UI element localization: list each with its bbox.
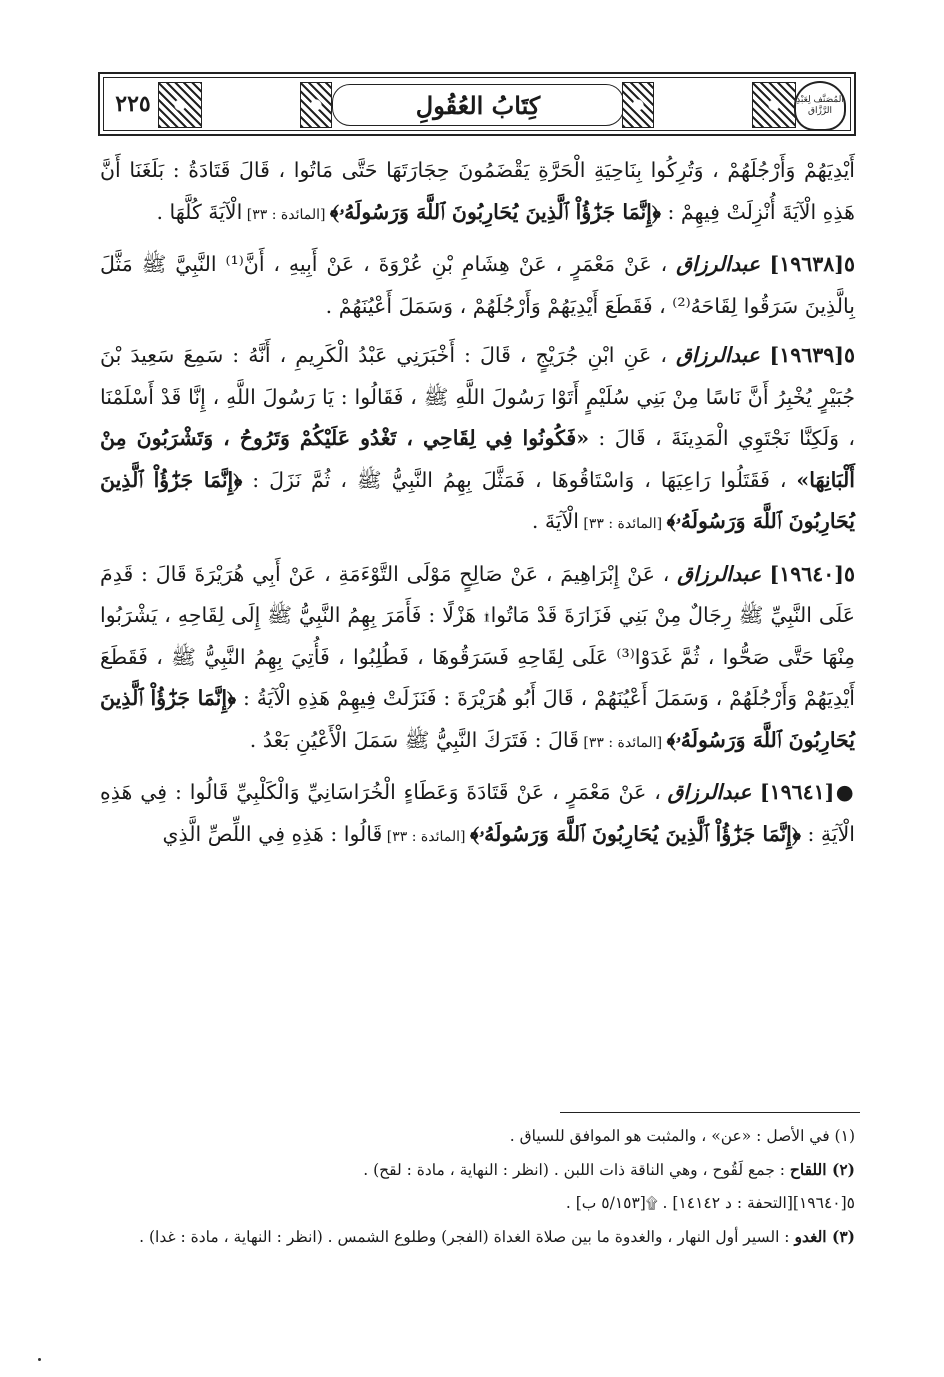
footnote-3: [100, 1222, 855, 1252]
quran-reference: [المائدة : ٣٣]: [578, 516, 667, 532]
ornament-right-icon: [752, 82, 796, 128]
hadith-number: ٥[١٩٦٤٠]: [761, 561, 856, 586]
quran-quote: ﴿إِنَّمَا جَزَٰٓؤُاْ ٱلَّذِينَ يُحَارِبُونَ ٱللَّهَ وَرَسُولَهُۥ﴾: [329, 199, 661, 224]
page-header: [98, 72, 856, 136]
quran-reference: [المائدة : ٣٣]: [578, 734, 667, 751]
text-run: الْآيَةَ .: [531, 509, 579, 533]
footnote-divider: [560, 1112, 860, 1113]
quran-quote: ﴿إِنَّمَا جَزَٰٓؤُاْ ٱلَّذِينَ يُحَارِبُونَ ٱللَّهَ وَرَسُولَهُۥ﴾: [100, 467, 855, 533]
quran-reference: [المائدة : ٣٣]: [242, 206, 330, 223]
scan-speck: [38, 1358, 41, 1361]
footnotes: [100, 1122, 855, 1256]
ornament-left-inner-icon: [300, 82, 332, 128]
quran-quote: ﴿إِنَّمَا جَزَٰٓؤُاْ ٱلَّذِينَ يُحَارِبُونَ ٱللَّهَ وَرَسُولَهُۥ﴾: [469, 821, 801, 846]
book-seal-logo: المُصَنَّف لِعَبْدِ الرَّزَّاق: [794, 81, 846, 131]
footnote-2: [100, 1155, 855, 1185]
main-text: [100, 150, 855, 866]
footnote-term: (٣) الغدو: [794, 1227, 855, 1246]
footnote-term: (٢) اللقاح: [789, 1160, 855, 1179]
hadith-19639: [100, 335, 855, 546]
ornament-left-icon: [158, 82, 202, 128]
page-number: ٢٢٥: [115, 91, 151, 117]
ornament-right-inner-icon: [622, 82, 654, 128]
quran-quote: ﴿إِنَّمَا جَزَٰٓؤُاْ ٱلَّذِينَ يُحَارِبُونَ ٱللَّهَ وَرَسُولَهُۥ﴾: [100, 686, 855, 752]
hadith-number: ٥[١٩٦٣٩]: [759, 343, 856, 367]
author-name: عبدالرزاق: [677, 561, 762, 586]
text-run: ، عَنْ إِبْرَاهِيمَ ، عَنْ صَالِحٍ مَوْلَى التَّوْءَمَةِ ، عَنْ أَبِي هُرَيْرَةَ قَالَ : قَدِمَ عَلَى النَّبِيِّ ﷺ رِجَالٌ مِنْ بَنِي فَزَارَةَ قَدْ مَاتُوا۩ هَزْلًا : فَأَمَرَ بِهِمُ النَّبِيُّ ﷺ إِلَى لِقَاحِهِ ، يَشْرَبُوا مِنْهَا حَتَّى صَحُّوا ، ثُمَّ غَدَوْا⁽³⁾ عَلَى لِقَاحِهِ فَسَرَقُوهَا ، فَطُلِبُوا ، فَأُتِيَ بِهِمُ النَّبِيُّ ﷺ ، فَقَطَعَ أَيْدِيَهُمْ وَأَرْجُلَهُمْ ، وَسَمَلَ أَعْيُنَهُمْ ، قَالَ أَبُو هُرَيْرَةَ : فَنَزَلَتْ فِيهِمْ هَذِهِ الْآيَةُ :: [100, 561, 855, 710]
text-run: ، فَقَتَلُوا رَاعِيَهَا ، وَاسْتَاقُوهَا ، فَمَثَّلَ بِهِمُ النَّبِيُّ ﷺ ، ثُمَّ نَزَلَ :: [242, 467, 797, 492]
text-run: أَيْدِيَهُمْ وَأَرْجُلَهُمْ ، وَتُرِكُوا بِنَاحِيَةِ الْحَرَّةِ يَقْضَمُونَ حِجَارَتَهَا حَتَّى مَاتُوا ، قَالَ قَتَادَةُ : بَلَغَنَا أَنَّ هَذِهِ الْآيَةَ أُنْزِلَتْ فِيهِمْ :: [100, 158, 855, 224]
author-name: عبدالرزاق: [675, 343, 760, 367]
text-run: قَالَ : فَتَرَكَ النَّبِيُّ ﷺ سَمَلَ الْأَعْيُنِ بَعْدُ .: [249, 727, 579, 752]
hadith-19638: [100, 244, 855, 327]
author-name: عبدالرزاق: [676, 252, 760, 276]
footnote-text: : السير أول النهار ، والغدوة ما بين صلاة الغداة (الفجر) وطلوع الشمس . (انظر : النهاية ، مادة : غدا) .: [139, 1228, 795, 1246]
hadith-number: ●[١٩٦٤١]: [751, 780, 855, 804]
author-name: عبدالرزاق: [667, 780, 752, 804]
hadith-19641: [100, 772, 855, 858]
paragraph-continuation: [100, 150, 855, 236]
prophetic-quote: «فَكُونُوا فِي لِقَاحِي ، تَغْدُو عَلَيْكُمْ وَتَرُوحُ ، وَتَشْرَبُونَ مِنْ أَلْبَانِهَا»: [100, 426, 855, 492]
hadith-number: ٥[١٩٦٣٨]: [760, 252, 855, 276]
text-run: ، عَنْ مَعْمَرٍ ، عَنْ هِشَامِ بْنِ عُرْوَةَ ، عَنْ أَبِيهِ ، أَنَّ⁽¹⁾ النَّبِيَّ ﷺ مَثَّلَ بِالَّذِينَ سَرَقُوا لِقَاحَهُ⁽²⁾ ، فَقَطَعَ أَيْدِيَهُمْ وَأَرْجُلَهُمْ ، وَسَمَلَ أَعْيُنَهُمْ .: [100, 252, 855, 318]
text-run: ، عَنْ مَعْمَرٍ ، عَنْ قَتَادَةَ وَعَطَاءٍ الْخُرَاسَانِيِّ وَالْكَلْبِيِّ قَالُوا : فِي هَذِهِ الْآيَةِ :: [100, 780, 855, 846]
quran-reference: [المائدة : ٣٣]: [382, 828, 470, 845]
hadith-19640: [100, 554, 855, 765]
footnote-text: : جمع لَقُوح ، وهي الناقة ذات اللبن . (انظر : النهاية ، مادة : لقح) .: [363, 1161, 790, 1179]
footnote-reference: ٥[١٩٦٤٠][التحفة : د ١٤١٤٢] . ۩[٥/١٥٣ ب] .: [565, 1194, 855, 1212]
text-run: الْآيَةَ كُلَّهَا .: [156, 199, 243, 224]
text-run: قَالُوا : هَذِهِ فِي اللِّصِّ الَّذِي: [162, 821, 383, 846]
chapter-title: كِتَابُ العُقُولِ: [332, 84, 624, 126]
text-run: ، عَنِ ابْنِ جُرَيْجٍ ، قَالَ : أَخْبَرَنِي عَبْدُ الْكَرِيمِ ، أَنَّهُ : سَمِعَ سَعِيدَ بْنَ جُبَيْرٍ يُخْبِرُ أَنَّ نَاسًا مِنْ بَنِي سُلَيْمٍ أَتَوْا رَسُولَ اللَّهِ ﷺ ، فَقَالُوا : يَا رَسُولَ اللَّهِ ، إِنَّا قَدْ أَسْلَمْنَا ، وَلَكِنَّا نَجْتَوِي الْمَدِينَةَ ، قَالَ :: [100, 343, 855, 450]
footnote-1: (١) في الأصل : «عن» ، والمثبت هو الموافق للسياق .: [509, 1127, 855, 1145]
